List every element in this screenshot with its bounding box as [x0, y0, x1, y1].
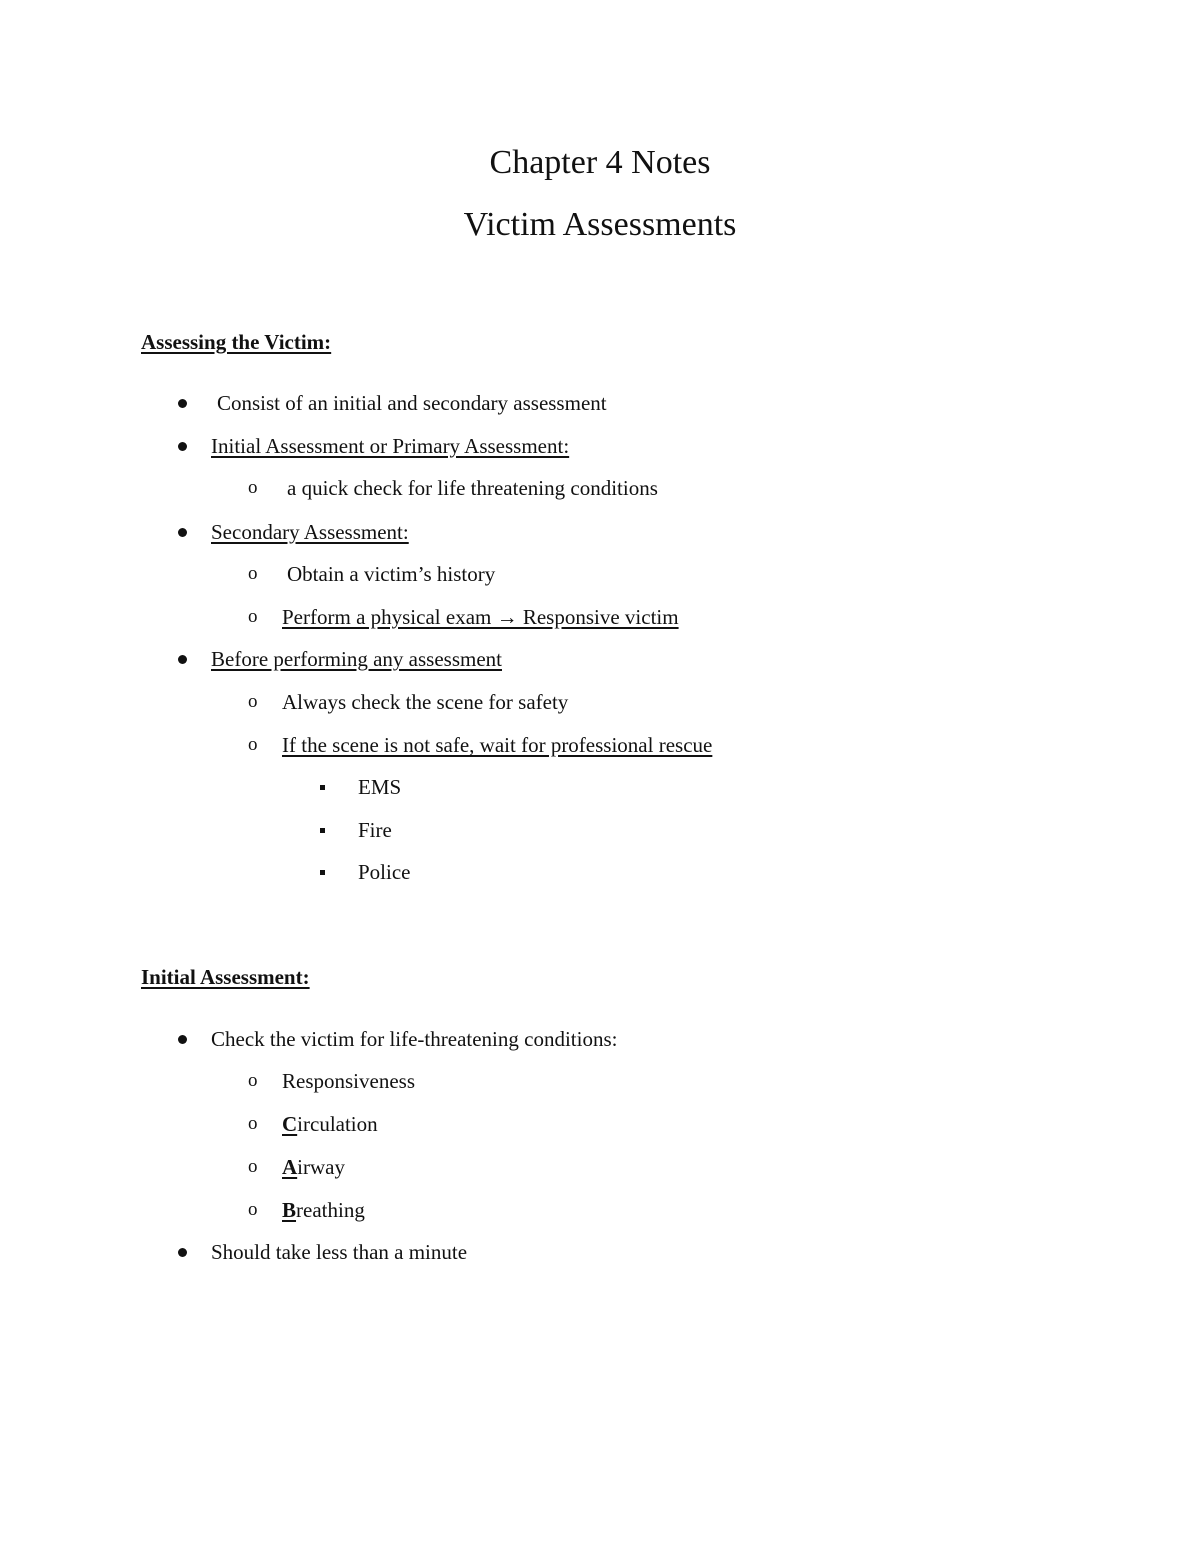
- bullet-square-icon: [320, 785, 325, 790]
- bullet-circle-icon: o: [248, 1070, 258, 1091]
- list-item-text: Obtain a victim’s history: [287, 562, 496, 586]
- list-item-text: Fire: [358, 818, 392, 842]
- bullet-circle-icon: o: [248, 606, 258, 627]
- bullet-circle-icon: o: [248, 1113, 258, 1134]
- bullet-square-icon: [320, 828, 325, 833]
- bullet-circle-icon: o: [248, 1156, 258, 1177]
- list-item-text: Always check the scene for safety: [282, 690, 569, 714]
- list-item-text: Perform a physical exam → Responsive victim: [282, 605, 679, 629]
- bullet-dot-icon: [178, 528, 187, 537]
- cab-initial: C: [282, 1112, 298, 1136]
- list-item-text: If the scene is not safe, wait for professional rescue: [282, 733, 713, 757]
- cab-initial: A: [282, 1155, 298, 1179]
- bullet-dot-icon: [178, 1035, 187, 1044]
- list-item-text: a quick check for life threatening conditions: [287, 476, 658, 500]
- bullet-circle-icon: o: [248, 734, 258, 755]
- list-item-text: Should take less than a minute: [211, 1240, 468, 1264]
- bullet-circle-icon: o: [248, 477, 258, 498]
- bullet-circle-icon: o: [248, 563, 258, 584]
- cab-initial: B: [282, 1198, 297, 1222]
- section-heading-assessing: Assessing the Victim:: [141, 330, 332, 354]
- bullet-dot-icon: [178, 655, 187, 664]
- list-item-text: Before performing any assessment: [211, 647, 502, 671]
- bullet-circle-icon: o: [248, 691, 258, 712]
- list-item-text: [282, 1111, 378, 1137]
- list-item-text: Secondary Assessment:: [211, 520, 409, 544]
- bullet-dot-icon: [178, 442, 187, 451]
- page-title: Chapter 4 Notes: [489, 144, 711, 181]
- list-item-text: Police: [358, 860, 411, 884]
- cab-rest: irway: [297, 1155, 345, 1179]
- list-item-text: EMS: [358, 775, 402, 799]
- bullet-dot-icon: [178, 1248, 187, 1257]
- bullet-dot-icon: [178, 399, 187, 408]
- list-item-text: Initial Assessment or Primary Assessment:: [211, 434, 570, 458]
- cab-rest: irculation: [297, 1112, 378, 1136]
- list-item-text: [282, 1197, 365, 1223]
- cab-rest: reathing: [296, 1198, 365, 1222]
- section-heading-initial-assessment: Initial Assessment:: [141, 965, 310, 989]
- list-item-text: Responsiveness: [282, 1069, 415, 1093]
- list-item-text: [282, 1154, 345, 1180]
- bullet-square-icon: [320, 870, 325, 875]
- bullet-circle-icon: o: [248, 1199, 258, 1220]
- page-subtitle: Victim Assessments: [463, 206, 737, 243]
- list-item-text: Check the victim for life-threatening conditions:: [211, 1027, 618, 1051]
- list-item-text: Consist of an initial and secondary assessment: [217, 391, 607, 415]
